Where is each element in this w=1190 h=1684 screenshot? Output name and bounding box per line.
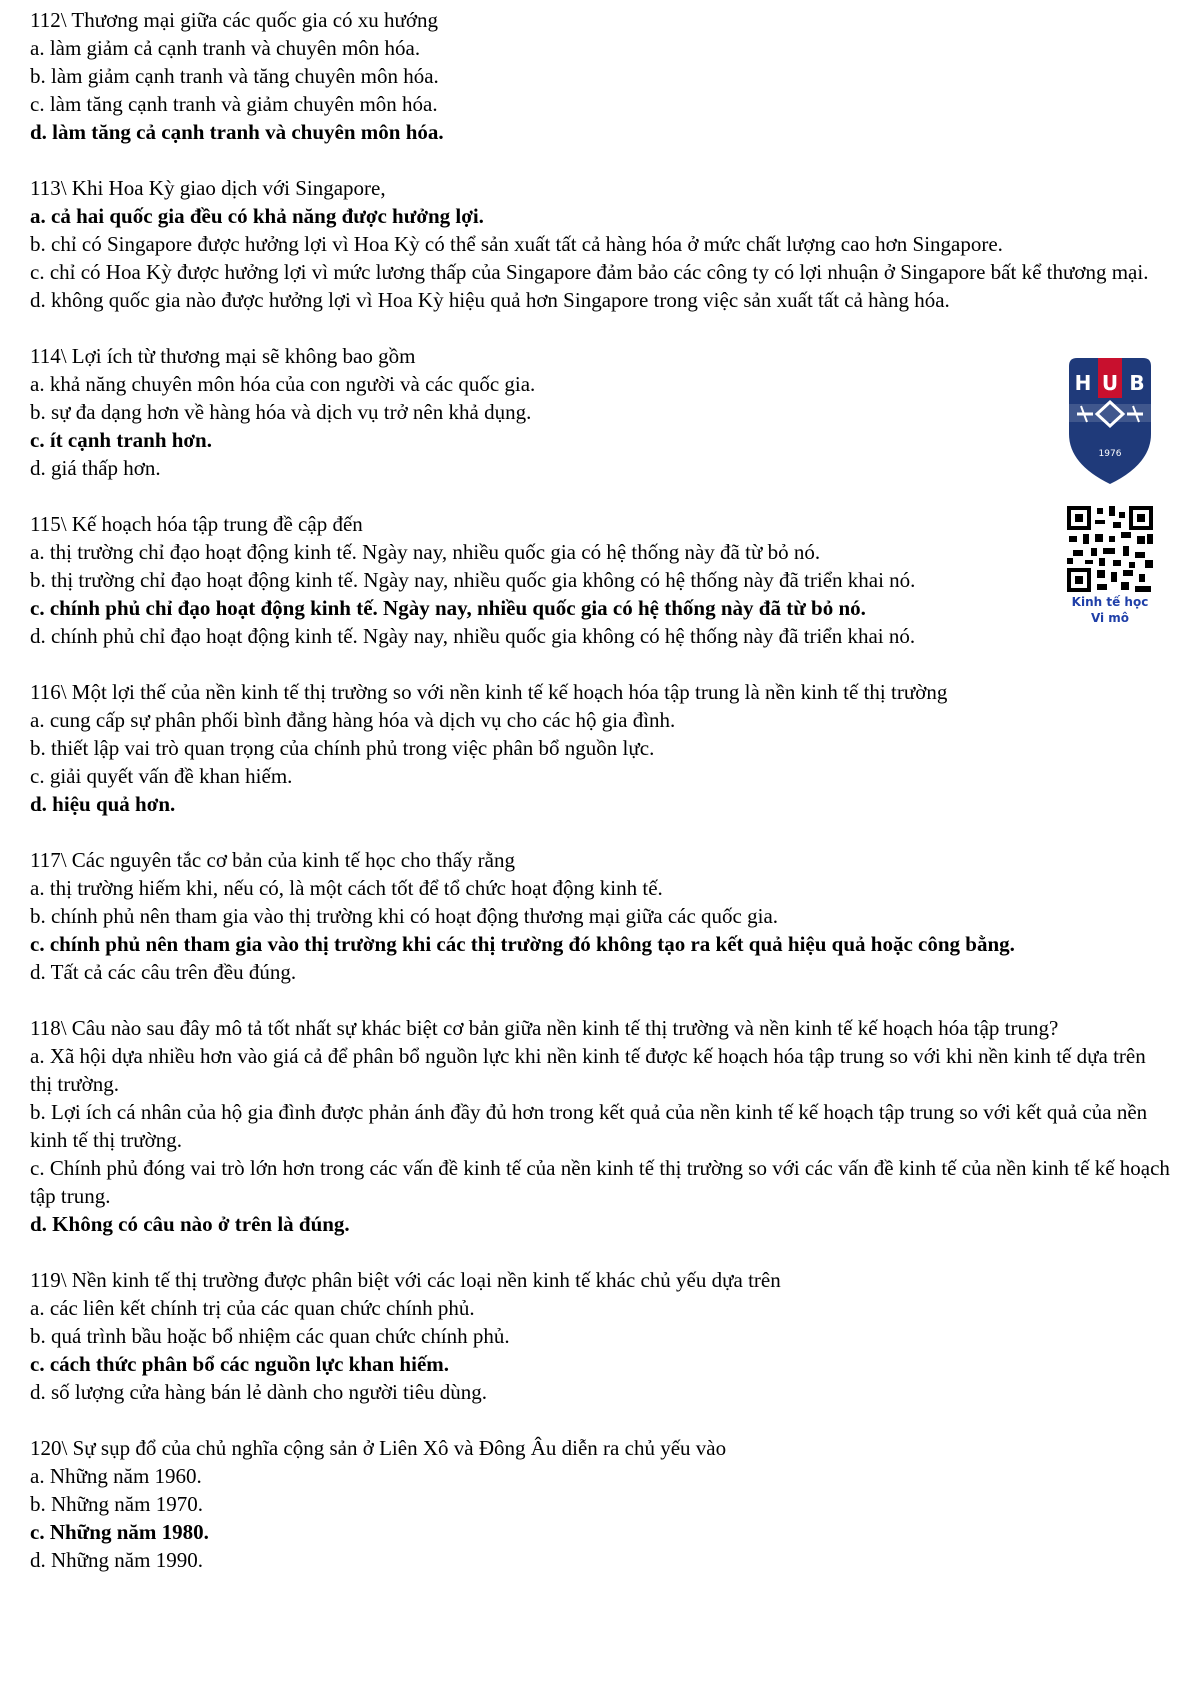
question-119 <box>30 1266 1170 1406</box>
question-118 <box>30 1014 1170 1238</box>
answer-option: a. Xã hội dựa nhiều hơn vào giá cả để phân bổ nguồn lực khi nền kinh tế được kế hoạch hóa tập trung so với khi nền kinh tế dựa trên thị trường. <box>30 1044 1146 1096</box>
answer-option: a. thị trường chỉ đạo hoạt động kinh tế. Ngày nay, nhiều quốc gia có hệ thống này đã từ bỏ nó. <box>30 540 821 564</box>
answer-option: d. chính phủ chỉ đạo hoạt động kinh tế. Ngày nay, nhiều quốc gia không có hệ thống này đã triển khai nó. <box>30 624 916 648</box>
question-stem: 112\ Thương mại giữa các quốc gia có xu hướng <box>30 8 439 32</box>
answer-option: a. cả hai quốc gia đều có khả năng được hưởng lợi. <box>30 204 484 228</box>
question-117 <box>30 846 1170 986</box>
question-stem: 119\ Nền kinh tế thị trường được phân biệt với các loại nền kinh tế khác chủ yếu dựa trên <box>30 1268 781 1292</box>
question-112 <box>30 6 1170 146</box>
answer-option: d. Không có câu nào ở trên là đúng. <box>30 1212 350 1236</box>
hub-shield-icon <box>1065 356 1155 486</box>
question-stem: 117\ Các nguyên tắc cơ bản của kinh tế học cho thấy rằng <box>30 848 515 872</box>
question-113 <box>30 174 1170 314</box>
question-stem: 120\ Sự sụp đổ của chủ nghĩa cộng sản ở Liên Xô và Đông Âu diễn ra chủ yếu vào <box>30 1436 727 1460</box>
question-stem: 118\ Câu nào sau đây mô tả tốt nhất sự khác biệt cơ bản giữa nền kinh tế thị trường và nền kinh tế kế hoạch hóa tập trung? <box>30 1016 1059 1040</box>
branding-sidebar <box>1055 356 1165 626</box>
answer-option: d. làm tăng cả cạnh tranh và chuyên môn hóa. <box>30 120 444 144</box>
answer-option: b. chỉ có Singapore được hưởng lợi vì Hoa Kỳ có thể sản xuất tất cả hàng hóa ở mức chất lượng cao hơn Singapore. <box>30 232 1003 256</box>
answer-option: c. chỉ có Hoa Kỳ được hưởng lợi vì mức lương thấp của Singapore đảm bảo các công ty có lợi nhuận ở Singapore bất kể thương mại. <box>30 260 1149 284</box>
answer-option: b. Lợi ích cá nhân của hộ gia đình được phản ánh đầy đủ hơn trong kết quả của nền kinh tế kế hoạch tập trung so với kết quả của nền kinh tế thị trường. <box>30 1100 1148 1152</box>
logo-year: 1976 <box>1098 449 1122 459</box>
answer-option: d. hiệu quả hơn. <box>30 792 176 816</box>
question-114 <box>30 342 1170 482</box>
answer-option: a. cung cấp sự phân phối bình đẳng hàng hóa và dịch vụ cho các hộ gia đình. <box>30 708 676 732</box>
answer-option: c. chính phủ nên tham gia vào thị trường khi các thị trường đó không tạo ra kết quả hiệu quả hoặc công bằng. <box>30 932 1015 956</box>
answer-option: a. thị trường hiếm khi, nếu có, là một cách tốt để tổ chức hoạt động kinh tế. <box>30 876 663 900</box>
question-stem: 113\ Khi Hoa Kỳ giao dịch với Singapore, <box>30 176 386 200</box>
hub-logo <box>1065 356 1155 486</box>
logo-letter: B <box>1129 371 1145 395</box>
answer-option: a. Những năm 1960. <box>30 1464 202 1488</box>
logo-letter: U <box>1101 371 1119 395</box>
question-stem: 115\ Kế hoạch hóa tập trung đề cập đến <box>30 512 363 536</box>
answer-option: b. sự đa dạng hơn về hàng hóa và dịch vụ trở nên khả dụng. <box>30 400 532 424</box>
answer-option: c. Những năm 1980. <box>30 1520 209 1544</box>
answer-option: d. giá thấp hơn. <box>30 456 161 480</box>
question-115 <box>30 510 1170 650</box>
qr-code-icon <box>1065 504 1155 594</box>
answer-option: b. Những năm 1970. <box>30 1492 203 1516</box>
answer-option: c. cách thức phân bổ các nguồn lực khan hiếm. <box>30 1352 450 1376</box>
answer-option: c. chính phủ chỉ đạo hoạt động kinh tế. Ngày nay, nhiều quốc gia có hệ thống này đã từ bỏ nó. <box>30 596 866 620</box>
answer-option: a. làm giảm cả cạnh tranh và chuyên môn hóa. <box>30 36 421 60</box>
question-116 <box>30 678 1170 818</box>
question-120 <box>30 1434 1170 1574</box>
answer-option: a. khả năng chuyên môn hóa của con người và các quốc gia. <box>30 372 536 396</box>
answer-option: a. các liên kết chính trị của các quan chức chính phủ. <box>30 1296 475 1320</box>
question-stem: 114\ Lợi ích từ thương mại sẽ không bao gồm <box>30 344 416 368</box>
answer-option: d. Những năm 1990. <box>30 1548 203 1572</box>
answer-option: c. ít cạnh tranh hơn. <box>30 428 212 452</box>
answer-option: b. làm giảm cạnh tranh và tăng chuyên môn hóa. <box>30 64 439 88</box>
answer-option: b. thiết lập vai trò quan trọng của chính phủ trong việc phân bổ nguồn lực. <box>30 736 655 760</box>
answer-option: c. Chính phủ đóng vai trò lớn hơn trong các vấn đề kinh tế của nền kinh tế thị trường so với các vấn đề kinh tế của nền kinh tế kế hoạch tập trung. <box>30 1156 1170 1208</box>
answer-option: d. Tất cả các câu trên đều đúng. <box>30 960 297 984</box>
question-document <box>30 6 1170 1602</box>
qr-caption-line-2: Vi mô <box>1090 611 1130 625</box>
answer-option: d. số lượng cửa hàng bán lẻ dành cho người tiêu dùng. <box>30 1380 488 1404</box>
answer-option: d. không quốc gia nào được hưởng lợi vì Hoa Kỳ hiệu quả hơn Singapore trong việc sản xuất tất cả hàng hóa. <box>30 288 950 312</box>
qr-code[interactable] <box>1065 504 1155 594</box>
qr-caption-line-1: Kinh tế học <box>1071 595 1149 609</box>
answer-option: c. làm tăng cạnh tranh và giảm chuyên môn hóa. <box>30 92 438 116</box>
answer-option: b. chính phủ nên tham gia vào thị trường khi có hoạt động thương mại giữa các quốc gia. <box>30 904 779 928</box>
answer-option: c. giải quyết vấn đề khan hiếm. <box>30 764 293 788</box>
answer-option: b. thị trường chỉ đạo hoạt động kinh tế. Ngày nay, nhiều quốc gia không có hệ thống này đã triển khai nó. <box>30 568 916 592</box>
question-stem: 116\ Một lợi thế của nền kinh tế thị trường so với nền kinh tế kế hoạch hóa tập trung là nền kinh tế thị trường <box>30 680 948 704</box>
answer-option: b. quá trình bầu hoặc bổ nhiệm các quan chức chính phủ. <box>30 1324 510 1348</box>
logo-letter: H <box>1074 371 1092 395</box>
